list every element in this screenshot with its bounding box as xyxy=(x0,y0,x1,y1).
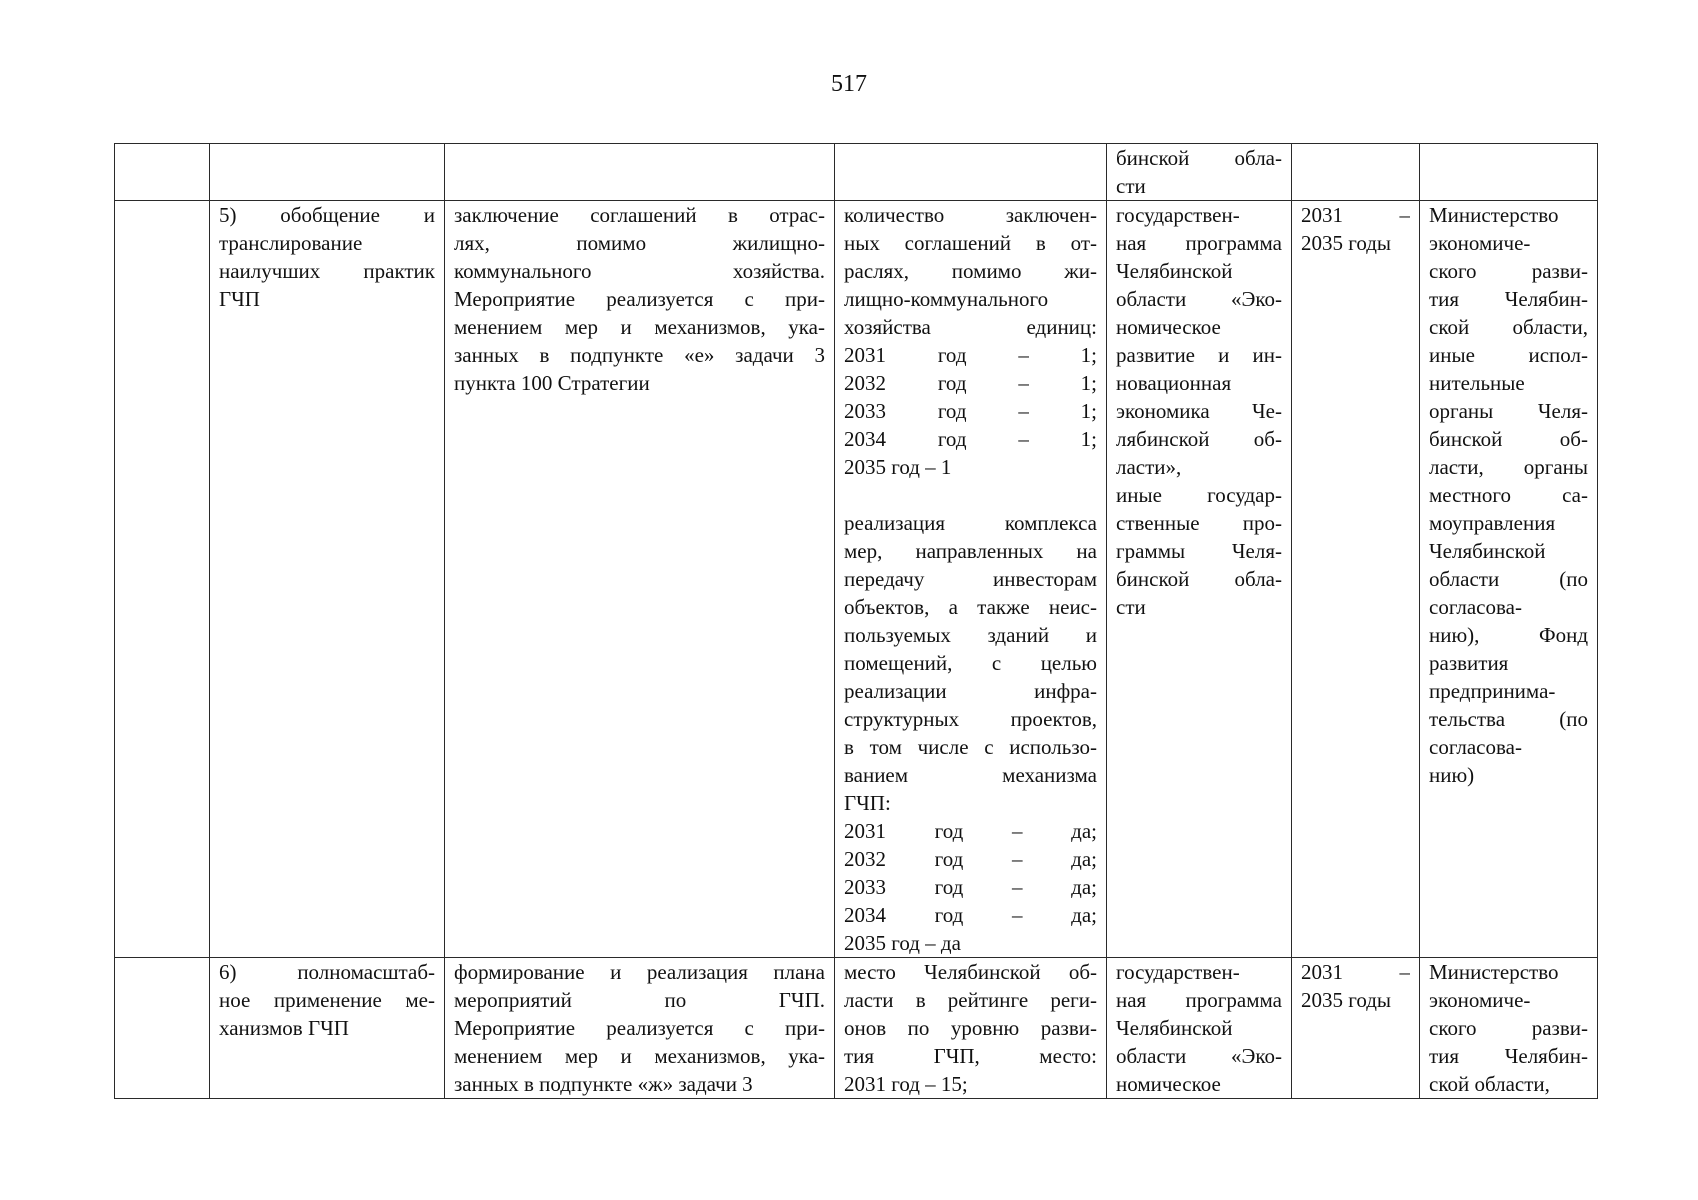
text-line: передачу инвесторам xyxy=(844,567,1097,591)
text-line: номическое xyxy=(1116,315,1221,339)
indicator-infrastructure xyxy=(844,509,1097,957)
text-line: ханизмов ГЧП xyxy=(219,1016,349,1040)
text-line: ской области, xyxy=(1429,315,1588,339)
indicator-agreements xyxy=(844,201,1097,481)
text-line: номическое xyxy=(1116,1072,1221,1096)
text-line: иные государ- xyxy=(1116,483,1282,507)
text-line: ная программа xyxy=(1116,231,1282,255)
text-line: формирование и реализация плана xyxy=(454,960,825,984)
text-line: тельства (по xyxy=(1429,707,1588,731)
text-line: новационная xyxy=(1116,371,1232,395)
cell-task xyxy=(210,201,445,958)
cell-measure xyxy=(445,201,835,958)
text-line: 2035 год – да xyxy=(844,931,961,955)
text-line: сти xyxy=(1116,174,1146,198)
text-line: занных в подпункте «ж» задачи 3 xyxy=(454,1072,753,1096)
text-line: помещений, с целью xyxy=(844,651,1097,675)
text-line: пользуемых зданий и xyxy=(844,623,1097,647)
cell-program xyxy=(1107,144,1292,201)
text-line: 2031 – xyxy=(1301,203,1410,227)
text-line: развития xyxy=(1429,651,1509,675)
text-line: коммунального хозяйства. xyxy=(454,259,825,283)
text-line: Мероприятие реализуется с при- xyxy=(454,287,825,311)
text-line: согласова- xyxy=(1429,595,1522,619)
text-line: лябинской об- xyxy=(1116,427,1282,451)
cell-indicator xyxy=(835,144,1107,201)
text-line: органы Челя- xyxy=(1429,399,1588,423)
text-line: количество заключен- xyxy=(844,203,1097,227)
table-row xyxy=(115,958,1598,1099)
text-line: объектов, а также неис- xyxy=(844,595,1097,619)
text-line: 2032 год – 1; xyxy=(844,371,1097,395)
activities-table xyxy=(114,143,1598,1099)
cell-task xyxy=(210,144,445,201)
cell-executor xyxy=(1420,201,1598,958)
cell-program xyxy=(1107,201,1292,958)
text-line: 2032 год – да; xyxy=(844,847,1097,871)
text-line: раслях, помимо жи- xyxy=(844,259,1097,283)
text-line: бинской обла- xyxy=(1116,146,1282,170)
text-line: государствен- xyxy=(1116,203,1240,227)
text-line: области (по xyxy=(1429,567,1588,591)
text-line: ласти», xyxy=(1116,455,1182,479)
text-line: нию), Фонд xyxy=(1429,623,1588,647)
cell-indicator xyxy=(835,958,1107,1099)
text-line: ных соглашений в от- xyxy=(844,231,1097,255)
text-line: согласова- xyxy=(1429,735,1522,759)
text-line: 2033 год – да; xyxy=(844,875,1097,899)
text-line: ласти в рейтинге реги- xyxy=(844,988,1097,1012)
text-line: наилучших практик xyxy=(219,259,435,283)
text-line: реализации инфра- xyxy=(844,679,1097,703)
table-row xyxy=(115,144,1598,201)
text-line: ная программа xyxy=(1116,988,1282,1012)
text-line: ласти, органы xyxy=(1429,455,1588,479)
text-line: экономиче- xyxy=(1429,231,1531,255)
table-row xyxy=(115,201,1598,958)
cell-number xyxy=(115,144,210,201)
text-line: занных в подпункте «е» задачи 3 xyxy=(454,343,825,367)
cell-task xyxy=(210,958,445,1099)
text-line: ского разви- xyxy=(1429,1016,1588,1040)
text-line: Челябинской xyxy=(1116,259,1233,283)
text-line: бинской об- xyxy=(1429,427,1588,451)
cell-period xyxy=(1292,144,1420,201)
text-line: области «Эко- xyxy=(1116,1044,1282,1068)
cell-executor xyxy=(1420,144,1598,201)
cell-measure xyxy=(445,958,835,1099)
text-line: Мероприятие реализуется с при- xyxy=(454,1016,825,1040)
text-line: 2031 год – 15; xyxy=(844,1072,968,1096)
text-line: нительные xyxy=(1429,371,1525,395)
text-line: ственные про- xyxy=(1116,511,1282,535)
text-line: 2034 год – да; xyxy=(844,903,1097,927)
text-line: ской области, xyxy=(1429,1072,1550,1096)
text-line: в том числе с использо- xyxy=(844,735,1097,759)
text-line: иные испол- xyxy=(1429,343,1588,367)
cell-executor xyxy=(1420,958,1598,1099)
text-line: экономиче- xyxy=(1429,988,1531,1012)
text-line: 2034 год – 1; xyxy=(844,427,1097,451)
text-line: 6) полномасштаб- xyxy=(219,960,435,984)
text-line: транслирование xyxy=(219,231,363,255)
text-line: сти xyxy=(1116,595,1146,619)
text-line: местного са- xyxy=(1429,483,1588,507)
text-line: 2031 год – 1; xyxy=(844,343,1097,367)
text-line: онов по уровню разви- xyxy=(844,1016,1097,1040)
cell-period xyxy=(1292,958,1420,1099)
text-line: 2033 год – 1; xyxy=(844,399,1097,423)
text-line: 2031 год – да; xyxy=(844,819,1097,843)
text-line: 2035 годы xyxy=(1301,988,1392,1012)
cell-period xyxy=(1292,201,1420,958)
text-line: Министерство xyxy=(1429,203,1559,227)
text-line: 2035 годы xyxy=(1301,231,1392,255)
text-line: ГЧП xyxy=(219,287,260,311)
text-line: хозяйства единиц: xyxy=(844,315,1097,339)
text-line: тия ГЧП, место: xyxy=(844,1044,1097,1068)
text-line: 2031 – xyxy=(1301,960,1410,984)
text-line: менением мер и механизмов, ука- xyxy=(454,1044,825,1068)
text-line: экономика Че- xyxy=(1116,399,1282,423)
text-line: лях, помимо жилищно- xyxy=(454,231,825,255)
text-line: мероприятий по ГЧП. xyxy=(454,988,825,1012)
text-line: структурных проектов, xyxy=(844,707,1097,731)
text-line: место Челябинской об- xyxy=(844,960,1097,984)
text-line: пункта 100 Стратегии xyxy=(454,371,650,395)
text-line: заключение соглашений в отрас- xyxy=(454,203,825,227)
text-line: предпринима- xyxy=(1429,679,1556,703)
cell-measure xyxy=(445,144,835,201)
text-line: 2035 год – 1 xyxy=(844,455,952,479)
cell-number xyxy=(115,201,210,958)
text-line: Министерство xyxy=(1429,960,1559,984)
text-line: ГЧП: xyxy=(844,791,891,815)
text-line: бинской обла- xyxy=(1116,567,1282,591)
page-number: 517 xyxy=(831,71,867,97)
text-line: мер, направленных на xyxy=(844,539,1097,563)
cell-program xyxy=(1107,958,1292,1099)
text-line: граммы Челя- xyxy=(1116,539,1282,563)
text-line: тия Челябин- xyxy=(1429,1044,1588,1068)
text-line: лищно-коммунального xyxy=(844,287,1049,311)
text-line: менением мер и механизмов, ука- xyxy=(454,315,825,339)
text-line: 5) обобщение и xyxy=(219,203,435,227)
text-line: ского разви- xyxy=(1429,259,1588,283)
text-line: ванием механизма xyxy=(844,763,1097,787)
text-line: Челябинской xyxy=(1429,539,1546,563)
text-line: развитие и ин- xyxy=(1116,343,1282,367)
text-line: моуправления xyxy=(1429,511,1556,535)
text-line: реализация комплекса xyxy=(844,511,1097,535)
text-line: ное применение ме- xyxy=(219,988,435,1012)
text-line: нию) xyxy=(1429,763,1475,787)
text-line: области «Эко- xyxy=(1116,287,1282,311)
text-line: Челябинской xyxy=(1116,1016,1233,1040)
text-line: тия Челябин- xyxy=(1429,287,1588,311)
cell-indicator xyxy=(835,201,1107,958)
text-line: государствен- xyxy=(1116,960,1240,984)
cell-number xyxy=(115,958,210,1099)
